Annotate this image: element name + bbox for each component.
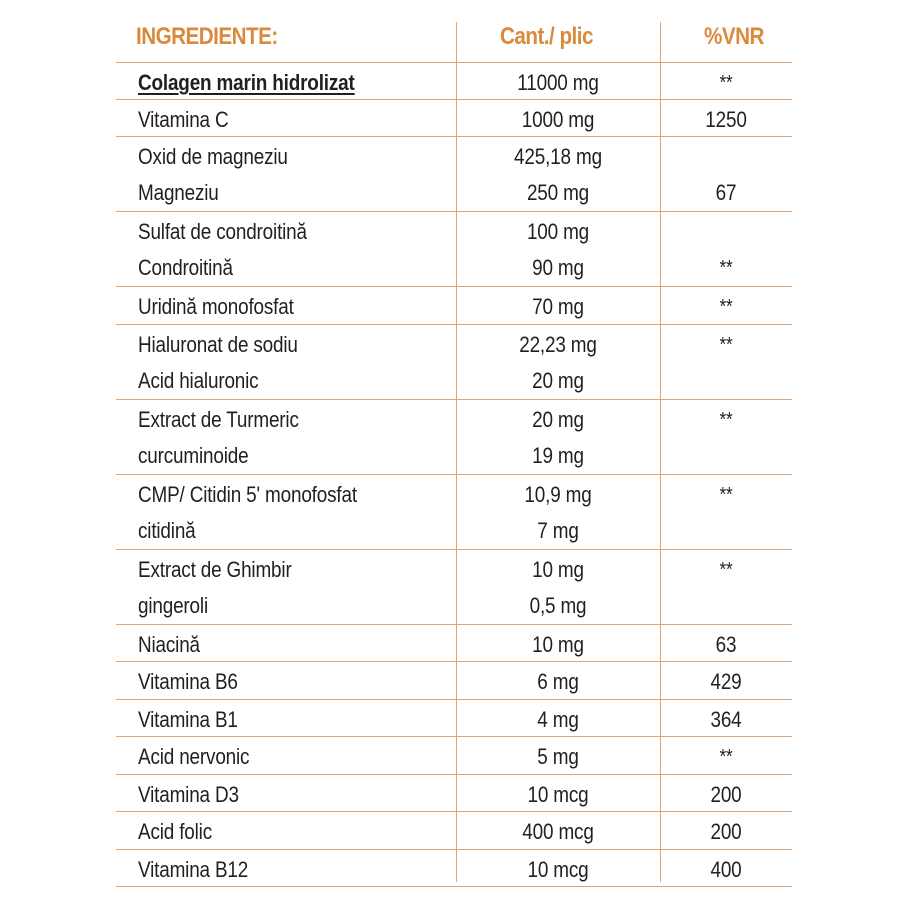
ingredient-name: Uridină monofosfat <box>138 294 294 319</box>
row-line <box>116 139 792 175</box>
ingredient-name: Acid nervonic <box>138 744 250 769</box>
table-row <box>116 325 792 400</box>
ingredient-name: Extract de Turmeric <box>138 406 299 432</box>
quantity-value: 10 mcg <box>527 856 589 882</box>
table-row <box>116 550 792 625</box>
table-row <box>116 137 792 212</box>
ingredient-name: Vitamina B1 <box>138 706 238 732</box>
table-row <box>116 100 792 138</box>
table-row <box>116 775 792 813</box>
row-line <box>116 175 792 211</box>
table-row <box>116 662 792 700</box>
ingredient-name: Extract de Ghimbir <box>138 556 292 582</box>
row-line <box>116 289 792 325</box>
row-line <box>116 102 792 138</box>
quantity-value: 6 mg <box>537 669 579 694</box>
row-line <box>116 777 792 813</box>
quantity-value: 4 mg <box>537 706 579 732</box>
quantity-value: 0,5 mg <box>529 592 587 618</box>
row-line <box>116 250 792 286</box>
vnr-value: 400 <box>710 856 742 882</box>
vnr-value: ** <box>719 408 733 431</box>
quantity-value: 22,23 mg <box>519 331 597 357</box>
row-line <box>116 814 792 850</box>
table-row <box>116 737 792 775</box>
ingredient-name: Vitamina C <box>138 106 229 132</box>
quantity-value: 10 mg <box>532 556 584 582</box>
quantity-value: 20 mg <box>532 406 584 432</box>
vnr-value: 200 <box>710 819 742 844</box>
ingredients-table <box>116 0 792 900</box>
ingredient-name: curcuminoide <box>138 442 249 468</box>
quantity-value: 90 mg <box>532 255 584 280</box>
vnr-value: 1250 <box>705 106 747 132</box>
row-line <box>116 552 792 588</box>
quantity-value: 20 mg <box>532 367 584 393</box>
ingredient-name: citidină <box>138 517 196 543</box>
ingredient-name: Hialuronat de sodiu <box>138 331 298 357</box>
quantity-value: 5 mg <box>537 744 579 769</box>
vnr-value: 200 <box>710 781 742 807</box>
ingredient-name: Vitamina B12 <box>138 856 249 882</box>
vnr-value: 63 <box>715 631 737 657</box>
vnr-value: ** <box>719 483 733 506</box>
ingredient-name: Niacină <box>138 631 200 657</box>
table-row <box>116 400 792 475</box>
vnr-value: ** <box>719 746 733 768</box>
quantity-value: 1000 mg <box>521 106 595 132</box>
table-row <box>116 62 792 100</box>
row-line <box>116 702 792 738</box>
ingredient-name: CMP/ Citidin 5' monofosfat <box>138 481 357 507</box>
row-line <box>116 477 792 513</box>
row-line <box>116 214 792 250</box>
row-line <box>116 327 792 363</box>
row-line <box>116 852 792 888</box>
quantity-value: 250 mg <box>526 180 590 205</box>
ingredient-name: Sulfat de condroitină <box>138 219 307 244</box>
table-row <box>116 287 792 325</box>
row-line <box>116 513 792 549</box>
quantity-value: 10,9 mg <box>524 481 592 507</box>
row-line <box>116 588 792 624</box>
row-line <box>116 664 792 700</box>
row-line <box>116 65 792 101</box>
vnr-value: 364 <box>710 706 742 732</box>
quantity-value: 10 mcg <box>527 781 589 807</box>
ingredient-name: Acid folic <box>138 819 213 844</box>
ingredient-name: Vitamina B6 <box>138 669 238 694</box>
quantity-value: 100 mg <box>526 219 590 244</box>
ingredient-name: Acid hialuronic <box>138 367 259 393</box>
row-line <box>116 438 792 474</box>
quantity-value: 425,18 mg <box>514 144 602 169</box>
quantity-value: 400 mcg <box>522 819 594 844</box>
header-vnr: %VNR <box>704 23 764 50</box>
table-row <box>116 812 792 850</box>
row-line <box>116 627 792 663</box>
header-quantity: Cant./ plic <box>500 23 593 50</box>
vnr-value: ** <box>719 296 733 318</box>
table-header <box>116 14 792 62</box>
vnr-value: 429 <box>710 669 742 694</box>
ingredient-name: gingeroli <box>138 592 208 618</box>
vnr-value: ** <box>719 558 733 581</box>
table-row <box>116 700 792 738</box>
quantity-value: 7 mg <box>537 517 579 543</box>
table-row <box>116 625 792 663</box>
ingredient-name: Condroitină <box>138 255 233 280</box>
ingredient-name: Vitamina D3 <box>138 781 239 807</box>
vnr-value: ** <box>719 333 733 356</box>
row-line <box>116 739 792 775</box>
ingredient-name: Colagen marin hidrolizat <box>138 70 355 95</box>
table-row <box>116 212 792 287</box>
table-row <box>116 475 792 550</box>
table-row <box>116 850 792 888</box>
vnr-value: ** <box>719 72 733 94</box>
quantity-value: 10 mg <box>532 631 584 657</box>
ingredient-name: Magneziu <box>138 180 219 205</box>
header-ingredients: INGREDIENTE: <box>136 23 278 50</box>
row-line <box>116 402 792 438</box>
row-line <box>116 363 792 399</box>
quantity-value: 19 mg <box>532 442 584 468</box>
ingredient-name: Oxid de magneziu <box>138 144 288 169</box>
quantity-value: 11000 mg <box>517 70 599 95</box>
vnr-value: ** <box>719 257 733 279</box>
quantity-value: 70 mg <box>532 294 584 319</box>
vnr-value: 67 <box>715 180 737 205</box>
